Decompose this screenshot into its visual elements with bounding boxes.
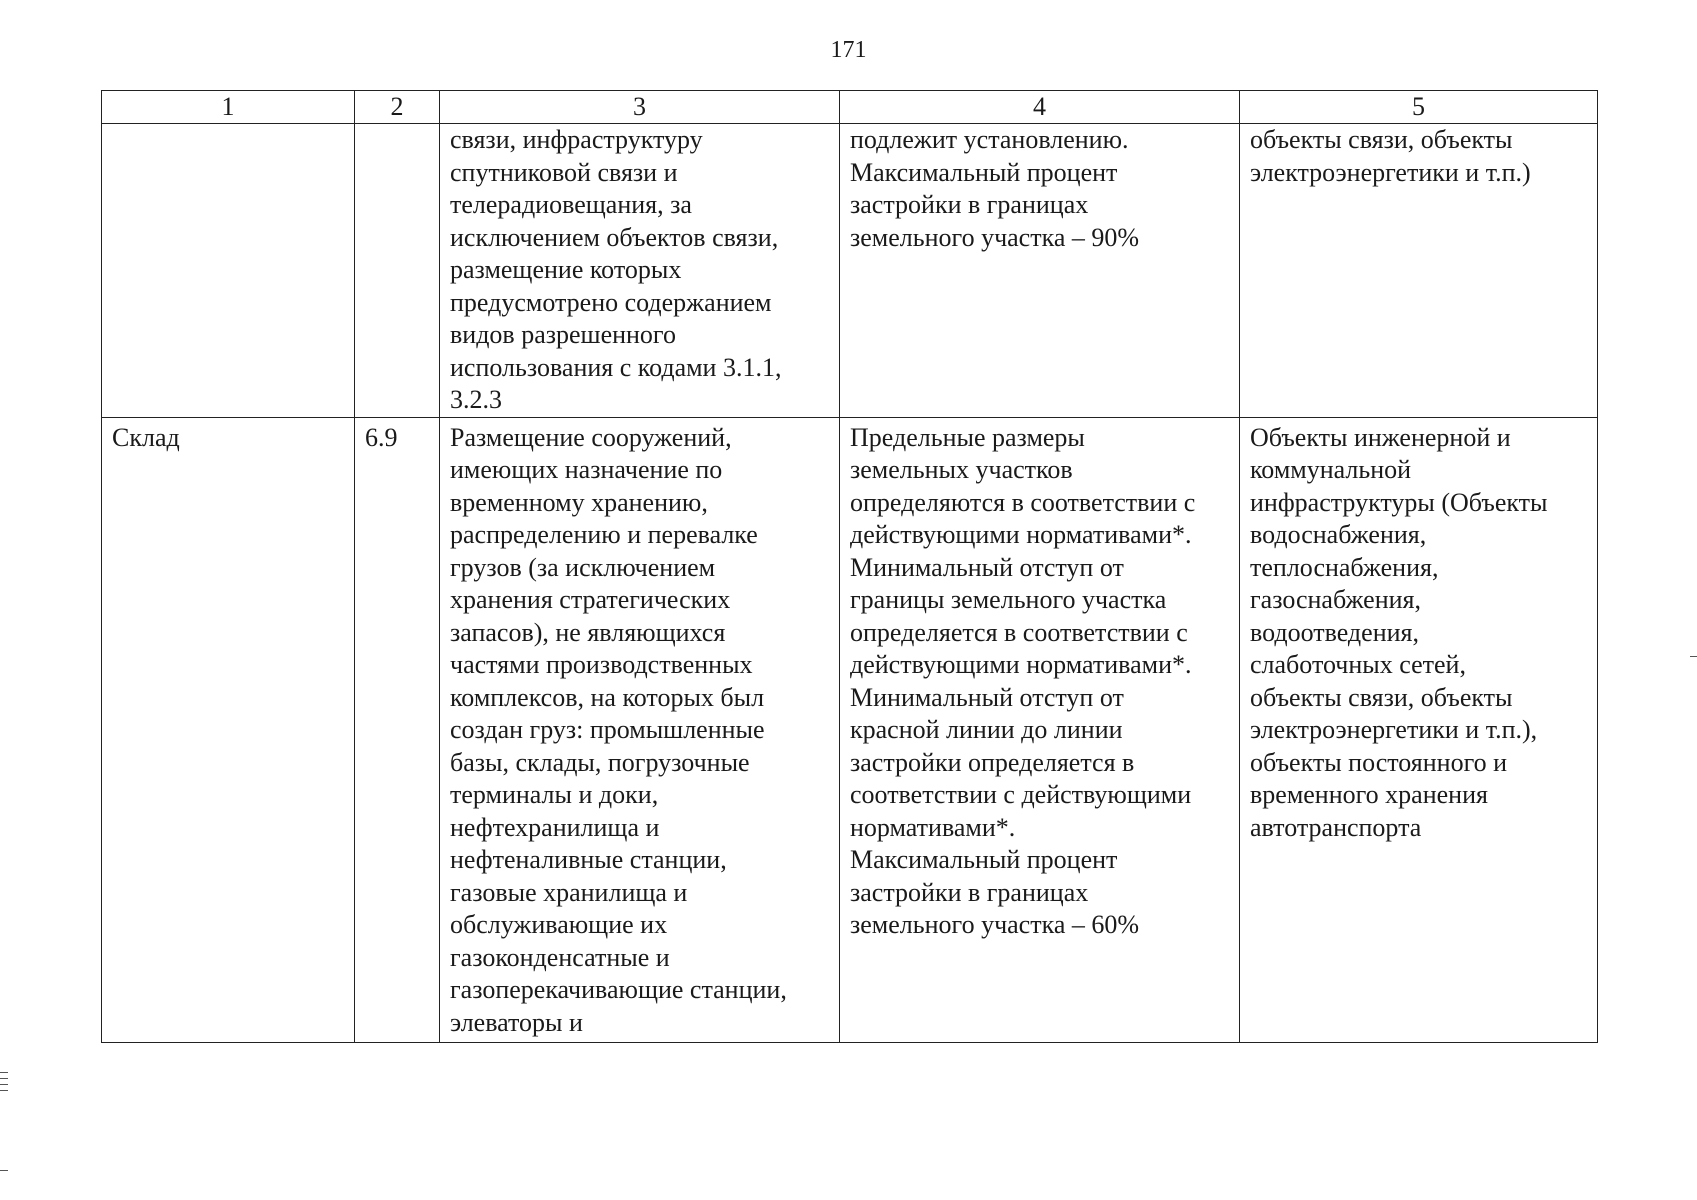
table-row-warehouse [102,417,1598,1042]
scan-margin-mark [0,1084,8,1085]
scan-margin-mark [0,1072,8,1073]
cell-auxiliary-objects [1240,417,1598,1042]
scan-margin-mark [0,1170,8,1171]
cell-auxiliary-objects [1240,124,1598,418]
cell-text: объекты связи, объекты электроэнергетики и т.п.) [1250,125,1531,187]
header-col-4: 4 [840,91,1240,124]
cell-text: 6.9 [365,422,398,452]
header-col-1: 1 [102,91,355,124]
cell-use-name [102,417,355,1042]
cell-use-code [355,124,440,418]
cell-use-name [102,124,355,418]
scan-margin-mark [0,1078,8,1079]
header-col-3: 3 [440,91,840,124]
table-row-continuation [102,124,1598,418]
page-number: 171 [830,37,867,63]
cell-text: Объекты инженерной и коммунальной инфраструктуры (Объекты водоснабжения, теплоснабжения, газоснабжения, водоотведения, слаботочных сетей, объекты связи, объекты электроэнергетики и т.п.), объекты постоянного и временного хранения автотранспорта [1250,422,1548,842]
cell-parameters [840,124,1240,418]
header-col-2: 2 [355,91,440,124]
scan-margin-mark [0,1090,8,1091]
table-header [102,91,1598,124]
table-body [102,124,1598,1043]
cell-text: связи, инфраструктуру спутниковой связи и телерадиовещания, за исключением объектов связи, размещение которых предусмотрено содержанием видов разрешенного использования с кодами 3.1.1, 3.2.3 [450,125,782,414]
header-row [102,91,1598,124]
cell-use-description [440,124,840,418]
regulations-table [101,90,1598,1043]
header-col-5: 5 [1240,91,1598,124]
cell-text: Предельные размеры земельных участков определяются в соответствии с действующими нормативами*. Минимальный отступ от границы земельного участка определяется в соответствии с действующими нормативами*. Минимальный отступ от красной линии до линии застройки определяется в соответствии с действующими нормативами*. Максимальный процент застройки в границах земельного участка – 60% [850,422,1196,939]
cell-text: Размещение сооружений, имеющих назначение по временному хранению, распределению и перевалке грузов (за исключением хранения стратегических запасов), не являющихся частями производственных комплексов, на которых был создан груз: промышленные базы, склады, погрузочные терминалы и доки, нефтехранилища и нефтеналивные станции, газовые хранилища и обслуживающие их газоконденсатные и газоперекачивающие станции, элеваторы и [450,422,787,1037]
cell-use-code [355,417,440,1042]
scan-side-tick [1690,656,1697,657]
cell-parameters [840,417,1240,1042]
cell-text: Склад [112,422,180,452]
cell-use-description [440,417,840,1042]
cell-text: подлежит установлению. Максимальный процент застройки в границах земельного участка – 90% [850,125,1140,252]
